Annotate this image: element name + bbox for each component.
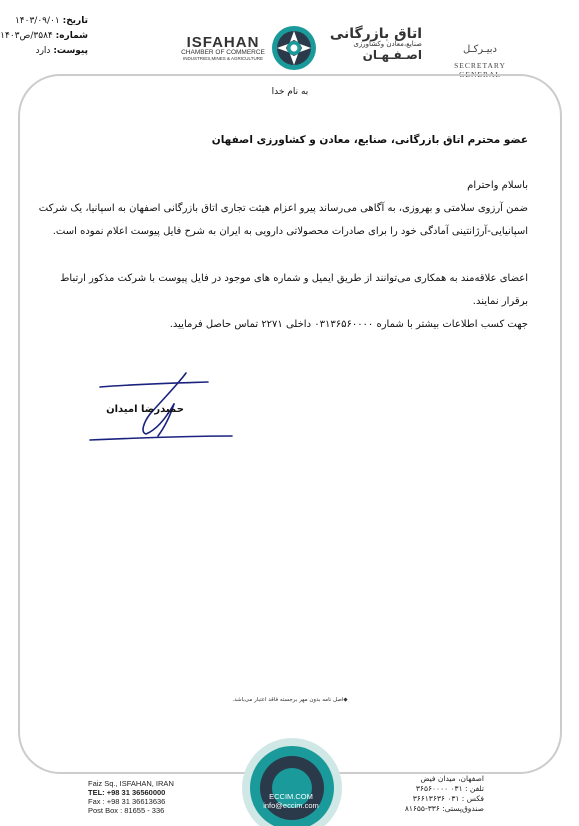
footer-en-tel: TEL: +98 31 36560000 (88, 788, 166, 797)
logo-persian (322, 26, 422, 62)
footer-emblem-icon (236, 732, 348, 826)
logo-fa-city: اصـفـهـان (362, 48, 422, 62)
greeting: باسلام واحترام (467, 180, 528, 191)
addressee: عضو محترم اتاق بازرگانی، صنایع، معادن و کشاورزی اصفهان (211, 134, 528, 146)
logo-en-title: ISFAHAN (186, 34, 260, 51)
body-paragraph-3: جهت کسب اطلاعات بیشتر با شماره ۰۳۱۳۶۵۶۰۰۰۰ داخلی ۲۲۷۱ تماس حاصل فرمایید. (169, 319, 528, 330)
number-label: شماره: (55, 31, 88, 41)
number-value: ۳۵۸۴/ص۱۴۰۳ (0, 31, 53, 41)
letter-meta (0, 14, 88, 59)
footer-en-fax: Fax : +98 31 36613636 (88, 797, 166, 806)
attachment-value: دارد (35, 46, 51, 56)
date-value: ۱۴۰۳/۰۹/۰۱ (14, 16, 60, 26)
body-paragraph-1: ضمن آرزوی سلامتی و بهروزی، به آگاهی می‌رساند پیرو اعزام هیئت تجاری اتاق بازرگانی اصفهان به اسپانیا، یک شرکت اسپانیایی-آرژانتینی آمادگی خود را برای صادرات محصولاتی دارویی به ایران به شرح فایل پیوست اعلام نموده است. (38, 203, 528, 237)
number-row (0, 29, 88, 44)
logo-fa-subtitle: صنایع،معادن وکشاورزی (353, 40, 422, 48)
footer-contact-web (256, 792, 326, 810)
bismillah: به نام خدا (271, 87, 309, 97)
logo-en-subtitle: CHAMBER OF COMMERCE (181, 49, 265, 56)
logo-en-subtitle2: INDUSTRIES,MINES & AGRICULTURE (183, 56, 263, 61)
footer-website[interactable]: ECCIM.COM (269, 792, 313, 801)
footer-en-address: Faiz Sq., ISFAHAN, IRAN (88, 779, 174, 788)
footer-english-contact (88, 779, 174, 815)
footer-fa-fax: فکس : ۰۳۱ ۳۶۶۱۳۶۳۶ (412, 794, 484, 803)
footer-email[interactable]: info@eccim.com (263, 801, 319, 810)
secretary-general-fa: دبیـرکـل (463, 44, 497, 55)
attachment-row (10, 44, 88, 59)
body-paragraph-2: اعضای علاقه‌مند به همکاری می‌توانند از طریق ایمیل و شماره های موجود در فایل پیوست با شرکت مذکور ارتباط برقرار نمایند. (60, 273, 528, 307)
logo-fa-title: اتاق بازرگانی (329, 26, 422, 42)
date-row (10, 14, 88, 29)
attachment-label: پیوست: (53, 46, 88, 56)
logo-english (178, 34, 268, 61)
footer-en-pobox: Post Box : 81655 - 336 (88, 806, 165, 815)
footer-fa-address: اصفهان، میدان فیض (420, 774, 484, 783)
validity-footnote: ◆اصل نامه بدون مهر برجسته فاقد اعتبار می‌باشد. (232, 697, 348, 703)
date-label: تاریخ: (62, 16, 88, 26)
secretary-general-en: SECRETARY GENERAL (454, 61, 506, 79)
footer-fa-pobox: صندوق‌پستی: ۳۳۶-۸۱۶۵۵ (404, 804, 484, 813)
footer-persian-contact (392, 774, 484, 814)
signature-name: حمیدرضا امیدان (106, 404, 184, 415)
chamber-logo-icon (270, 24, 318, 72)
footer-fa-tel: تلفن : ۰۳۱ ۳۶۵۶۰۰۰۰ (415, 784, 484, 793)
